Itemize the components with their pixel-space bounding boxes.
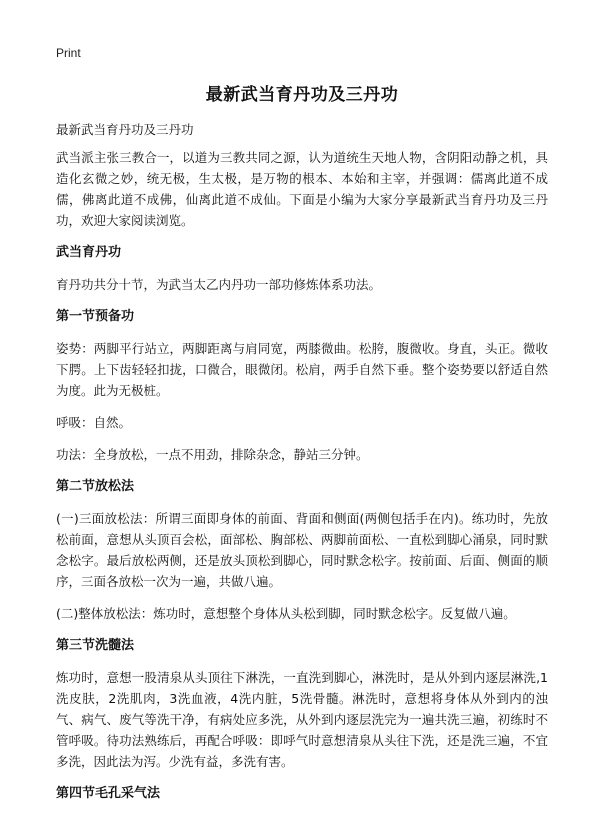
section1-posture-paragraph: 姿势：两脚平行站立，两脚距离与肩同宽，两膝微曲。松胯，腹微收。身直，头正。微收下腭。上下齿轻轻扣拢，口微合，眼微闭。松肩，两手自然下垂。整个姿势要以舒适自然为度。此为无极桩。	[56, 341, 548, 398]
document-body	[56, 147, 548, 815]
section2-part2-paragraph: (二)整体放松法：炼功时，意想整个身体从头松到脚，同时默念松字。反复做八遍。	[56, 606, 516, 621]
section-heading-main: 武当育丹功	[56, 245, 122, 260]
print-label[interactable]: Print	[56, 46, 81, 60]
intro-paragraph: 武当派主张三教合一，以道为三教共同之源，认为道统生天地人物，含阴阳动静之机，具造化玄微之妙，统无极，生太极，是万物的根本、本始和主宰，并强调：儒离此道不成儒，佛离此道不成佛，仙离此道不成仙。下面是小编为大家分享最新武当育丹功及三丹功，欢迎大家阅读浏览。	[56, 150, 548, 228]
section-main-paragraph: 育丹功共分十节，为武当太乙内丹功一部功修炼体系功法。	[56, 277, 382, 292]
section3-paragraph: 炼功时，意想一股清泉从头顶往下淋洗，一直洗到脚心，淋洗时，是从外到内逐层淋洗,1洗皮肤，2洗肌肉，3洗血液，4洗内脏，5洗骨髓。淋洗时，意想将身体从外到内的浊气、病气、废气等洗干净，有病处应多洗，从外到内逐层洗完为一遍共洗三遍，初练时不管呼吸。待功法熟练后，再配合呼吸：即呼气时意想清泉从头往下洗，还是洗三遍，不宜多洗，因此法为泻。少洗有益，多洗有害。	[56, 670, 548, 769]
section1-breathing-paragraph: 呼吸：自然。	[56, 415, 132, 430]
section1-method-paragraph: 功法：全身放松，一点不用劲，排除杂念，静站三分钟。	[56, 447, 369, 462]
document-subtitle: 最新武当育丹功及三丹功	[56, 122, 194, 137]
section-heading-2: 第二节放松法	[56, 479, 135, 494]
section-heading-3: 第三节洗髓法	[56, 638, 135, 653]
section2-part1-paragraph: (一)三面放松法：所谓三面即身体的前面、背面和侧面(两侧包括手在内)。练功时，先放松前面，意想从头顶百会松，面部松、胸部松、两脚前面松、一直松到脚心涌泉，同时默念松字。最后放松两侧，还是放头顶松到脚心，同时默念松字。按前面、后面、侧面的顺序，三面各放松一次为一遍，共做八遍。	[56, 511, 548, 589]
page-title: 最新武当育丹功及三丹功	[205, 85, 399, 105]
section-heading-1: 第一节预备功	[56, 309, 135, 324]
section-heading-4: 第四节毛孔采气法	[56, 786, 161, 801]
